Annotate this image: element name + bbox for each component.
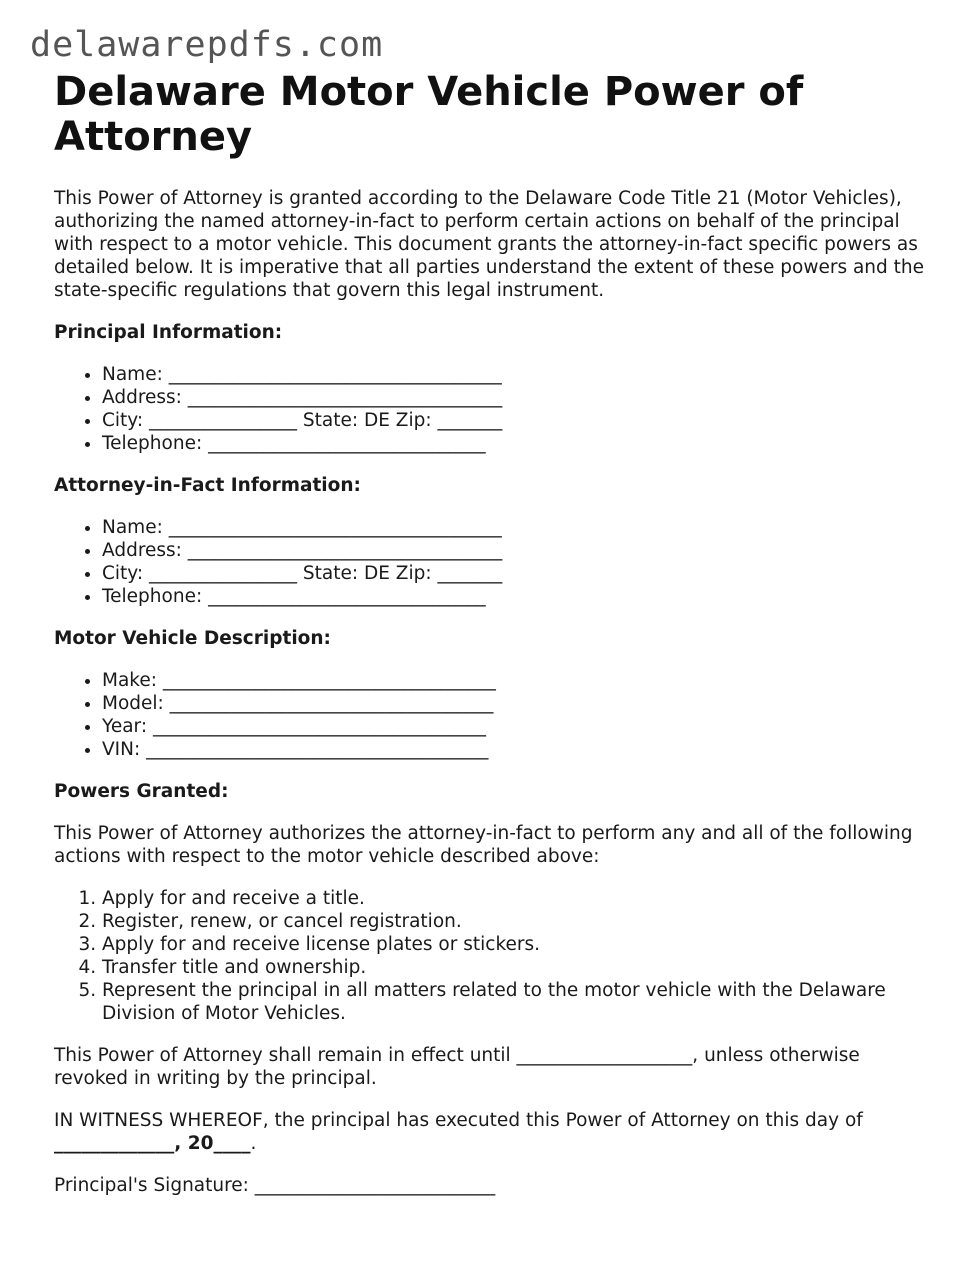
powers-intro: This Power of Attorney authorizes the attorney-in-fact to perform any and all of the following actions with respect to the motor vehicle described above: bbox=[54, 823, 913, 867]
principal-heading: Principal Information: bbox=[54, 322, 283, 343]
witness-date-blank: _____________, 20____ bbox=[54, 1133, 251, 1154]
page-title: Delaware Motor Vehicle Power of Attorney bbox=[54, 69, 804, 160]
power-item: 4. Transfer title and ownership. bbox=[102, 956, 924, 979]
principal-signature-line: Principal's Signature: __________________________ bbox=[54, 1175, 496, 1196]
principal-name-field: • Name: ____________________________________ bbox=[102, 363, 924, 386]
vehicle-heading: Motor Vehicle Description: bbox=[54, 628, 331, 649]
vehicle-year-field: • Year: ____________________________________ bbox=[102, 715, 924, 738]
vehicle-make-field: • Make: ____________________________________ bbox=[102, 669, 924, 692]
vehicle-list bbox=[54, 669, 924, 761]
intro-paragraph: This Power of Attorney is granted according to the Delaware Code Title 21 (Motor Vehicles), authorizing the named attorney-in-fact to perform certain actions on behalf of the principal with respect to a motor vehicle. This document grants the attorney-in-fact specific powers as detailed below. It is imperative that all parties understand the extent of these powers and the state-specific regulations that govern this legal instrument. bbox=[54, 188, 925, 301]
effect-paragraph: This Power of Attorney shall remain in effect until ___________________, unless otherwise revoked in writing by the principal. bbox=[54, 1045, 860, 1089]
power-item: 1. Apply for and receive a title. bbox=[102, 887, 924, 910]
witness-paragraph bbox=[54, 1109, 924, 1155]
attorney-heading: Attorney-in-Fact Information: bbox=[54, 475, 361, 496]
power-item: 3. Apply for and receive license plates or stickers. bbox=[102, 933, 924, 956]
power-item: 2. Register, renew, or cancel registration. bbox=[102, 910, 924, 933]
document-body bbox=[54, 70, 924, 1197]
witness-end: . bbox=[250, 1133, 257, 1154]
powers-heading: Powers Granted: bbox=[54, 781, 229, 802]
attorney-name-field: • Name: ____________________________________ bbox=[102, 516, 924, 539]
attorney-city-field: • City: ________________ State: DE Zip: _______ bbox=[102, 562, 924, 585]
principal-telephone-field: • Telephone: ______________________________ bbox=[102, 432, 924, 455]
vehicle-model-field: • Model: ___________________________________ bbox=[102, 692, 924, 715]
witness-text: IN WITNESS WHEREOF, the principal has executed this Power of Attorney on this day of bbox=[54, 1110, 863, 1131]
powers-list bbox=[54, 887, 924, 1025]
attorney-telephone-field: • Telephone: ______________________________ bbox=[102, 585, 924, 608]
attorney-address-field: • Address: __________________________________ bbox=[102, 539, 924, 562]
watermark: delawarepdfs.com bbox=[30, 25, 384, 65]
power-item: 5. Represent the principal in all matters related to the motor vehicle with the Delaware Division of Motor Vehicles. bbox=[102, 979, 924, 1025]
principal-list bbox=[54, 363, 924, 455]
principal-city-field: • City: ________________ State: DE Zip: _______ bbox=[102, 409, 924, 432]
principal-address-field: • Address: __________________________________ bbox=[102, 386, 924, 409]
vehicle-vin-field: • VIN: _____________________________________ bbox=[102, 738, 924, 761]
attorney-list bbox=[54, 516, 924, 608]
